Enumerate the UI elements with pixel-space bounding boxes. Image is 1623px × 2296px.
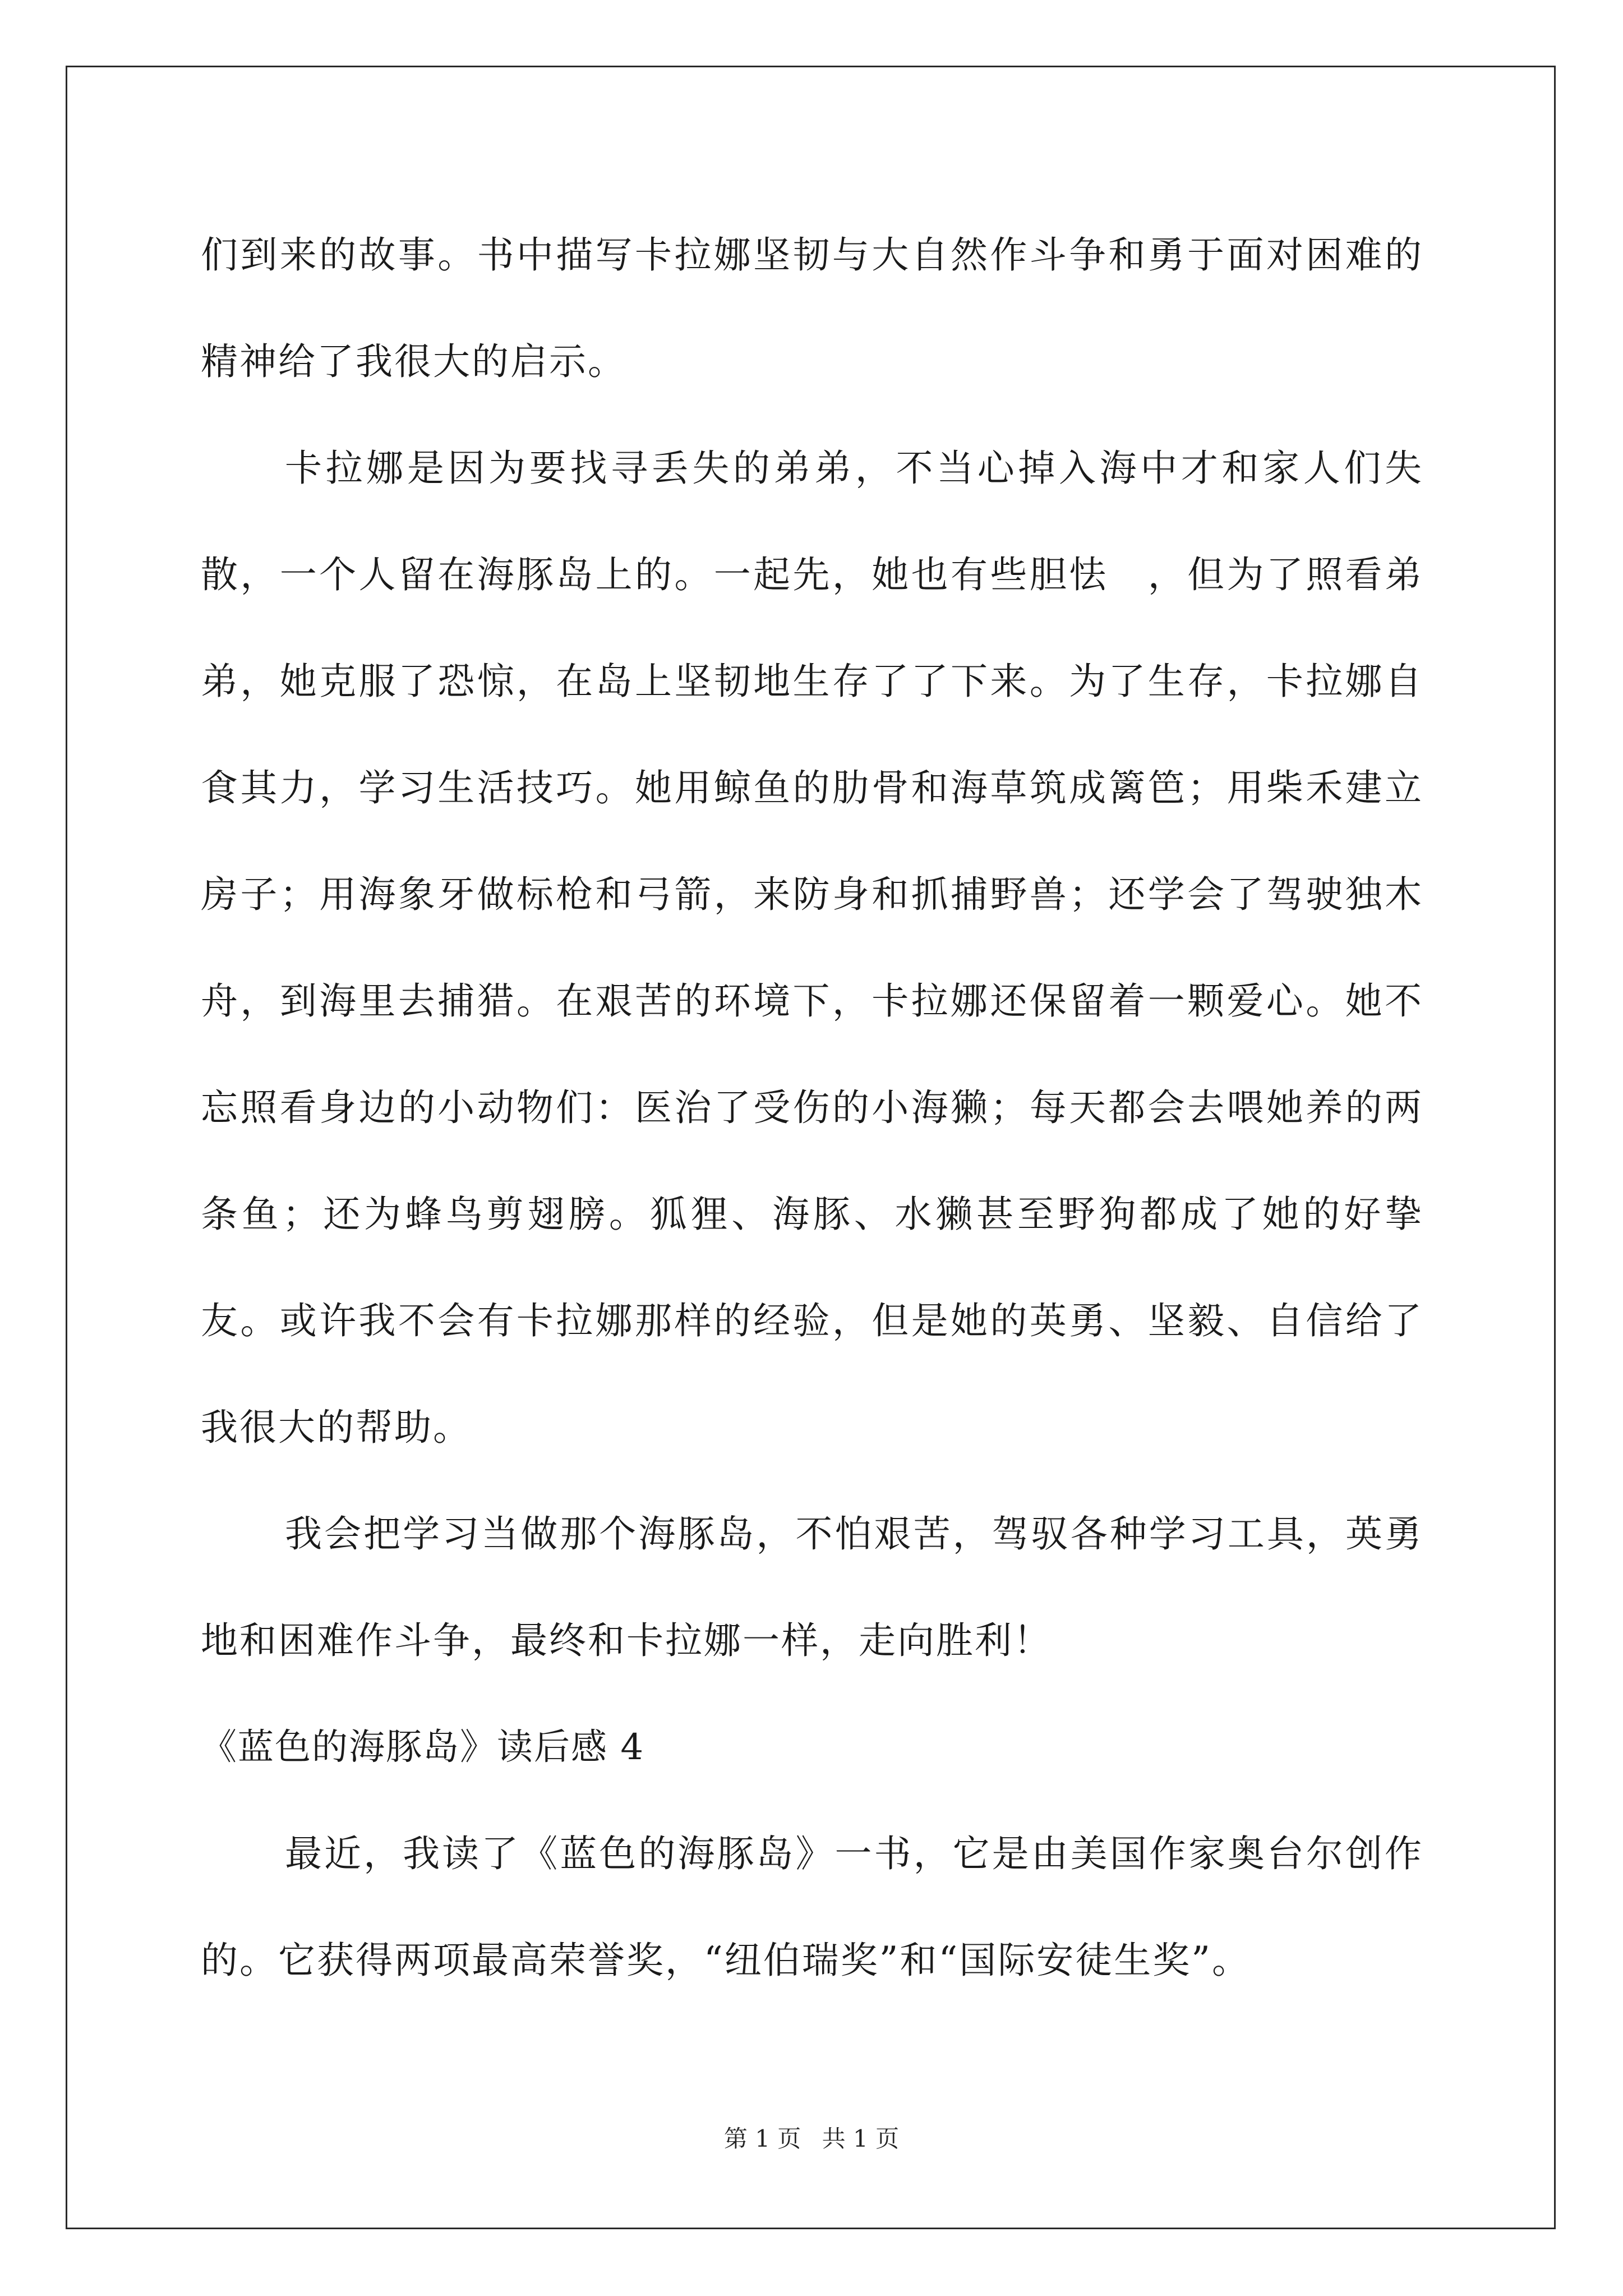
section-heading: 《蓝色的海豚岛》读后感 4	[201, 1727, 645, 1768]
page-total: 共 1 页	[822, 2125, 900, 2152]
paragraph-1: 们到来的故事。书中描写卡拉娜坚韧与大自然作斗争和勇于面对困难的精神给了我很大的启示。	[201, 233, 1423, 383]
page-footer	[0, 2120, 1623, 2154]
paragraph-3: 我会把学习当做那个海豚岛，不怕艰苦，驾驭各种学习工具，英勇地和困难作斗争，最终和卡拉娜一样，走向胜利！	[201, 1512, 1423, 1662]
paragraph-2: 卡拉娜是因为要找寻丢失的弟弟，不当心掉入海中才和家人们失散，一个人留在海豚岛上的。一起先，她也有些胆怯 ，但为了照看弟弟，她克服了恐惊，在岛上坚韧地生存了了下来。为了生存，卡拉娜自食其力，学习生活技巧。她用鲸鱼的肋骨和海草筑成篱笆；用柴禾建立房子；用海象牙做标枪和弓箭，来防身和抓捕野兽；还学会了驾驶独木舟，到海里去捕猎。在艰苦的环境下，卡拉娜还保留着一颗爱心。她不忘照看身边的小动物们：医治了受伤的小海獭；每天都会去喂她养的两条鱼；还为蜂鸟剪翅膀。狐狸、海豚、水獭甚至野狗都成了她的好挚友。或许我不会有卡拉娜那样的经验，但是她的英勇、坚毅、自信给了我很大的帮助。	[201, 447, 1423, 1449]
section-paragraph-1: 最近，我读了《蓝色的海豚岛》一书，它是由美国作家奥台尔创作的。它获得两项最高荣誉奖，“纽伯瑞奖”和“国际安徒生奖”。	[201, 1832, 1423, 1982]
page-number: 第 1 页	[723, 2125, 801, 2152]
document-body	[201, 202, 1423, 2014]
